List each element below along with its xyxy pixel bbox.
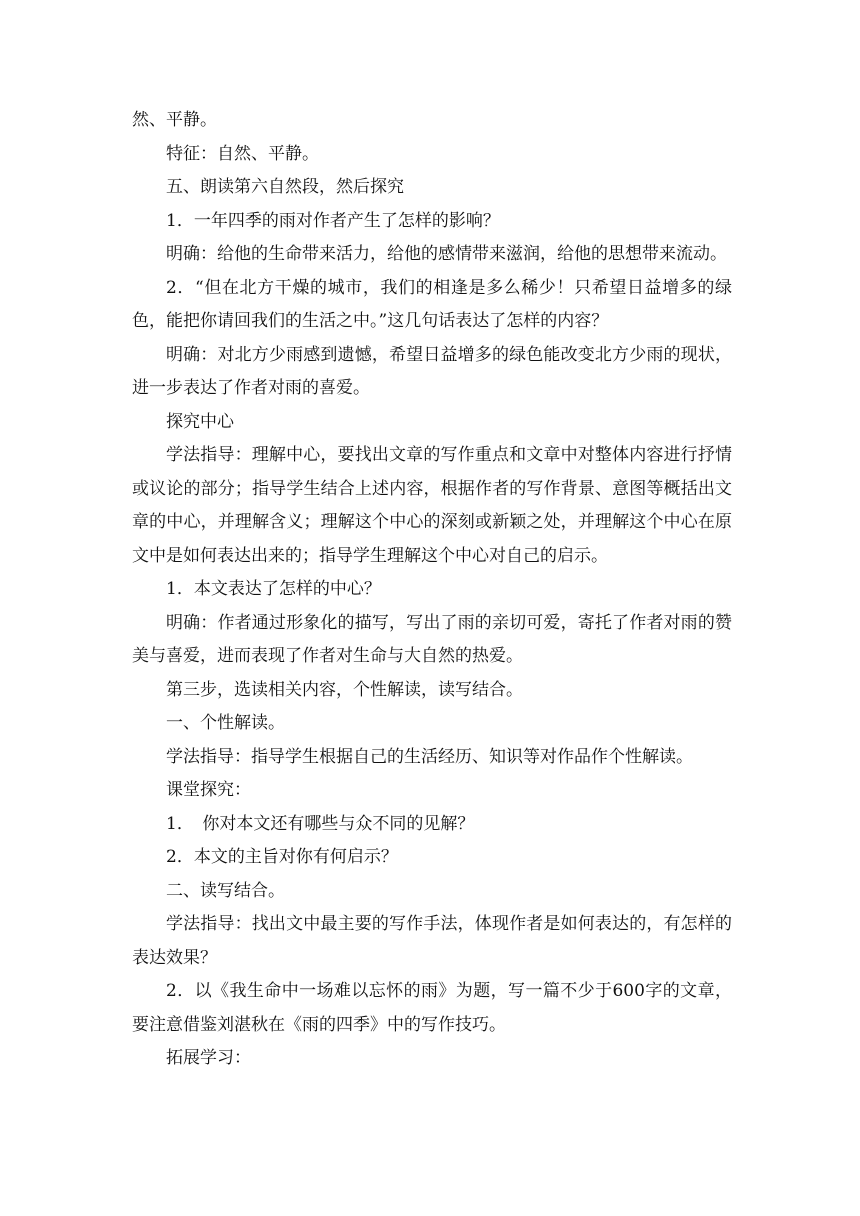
question: 1．一年四季的雨对作者产生了怎样的影响？ bbox=[166, 210, 500, 231]
paragraph: 特征：自然、平静。 bbox=[166, 143, 319, 164]
section-heading: 探究中心 bbox=[166, 411, 234, 432]
question: 2．以《我生命中一场难以忘怀的雨》为题，写一篇不少于600字的文章，要注意借鉴刘湛秋在《雨的四季》中的写作技巧。 bbox=[132, 981, 732, 1035]
section-heading: 拓展学习： bbox=[166, 1048, 251, 1068]
question: 2．本文的主旨对你有何启示？ bbox=[166, 847, 398, 867]
document-body bbox=[132, 104, 732, 1076]
paragraph: 课堂探究： bbox=[166, 780, 251, 800]
section-heading: 五、朗读第六自然段，然后探究 bbox=[166, 177, 404, 197]
answer: 明确：对北方少雨感到遗憾，希望日益增多的绿色能改变北方少雨的现状，进一步表达了作者对雨的喜爱。 bbox=[132, 344, 732, 398]
section-heading: 第三步，选读相关内容，个性解读，读写结合。 bbox=[166, 679, 523, 700]
question: 1．本文表达了怎样的中心？ bbox=[166, 579, 381, 599]
answer: 明确：给他的生命带来活力，给他的感情带来滋润，给他的思想带来流动。 bbox=[166, 244, 727, 264]
paragraph: 然、平静。 bbox=[132, 110, 217, 130]
paragraph: 学法指导：指导学生根据自己的生活经历、知识等对作品作个性解读。 bbox=[166, 746, 693, 767]
answer: 明确：作者通过形象化的描写，写出了雨的亲切可爱，寄托了作者对雨的赞美与喜爱，进而表现了作者对生命与大自然的热爱。 bbox=[132, 612, 732, 666]
question: 1． 你对本文还有哪些与众不同的见解？ bbox=[166, 813, 475, 834]
section-heading: 二、读写结合。 bbox=[166, 880, 285, 901]
paragraph: 学法指导：找出文中最主要的写作手法，体现作者是如何表达的，有怎样的表达效果？ bbox=[132, 914, 732, 968]
paragraph: 学法指导：理解中心，要找出文章的写作重点和文章中对整体内容进行抒情或议论的部分；指导学生结合上述内容，根据作者的写作背景、意图等概括出文章的中心，并理解含义；理解这个中心的深刻或新颖之处，并理解这个中心在原文中是如何表达出来的；指导学生理解这个中心对自己的启示。 bbox=[132, 445, 732, 566]
question: 2．“但在北方干燥的城市，我们的相逢是多么稀少！只希望日益增多的绿色，能把你请回我们的生活之中。”这几句话表达了怎样的内容？ bbox=[132, 277, 732, 331]
section-heading: 一、个性解读。 bbox=[166, 713, 285, 733]
